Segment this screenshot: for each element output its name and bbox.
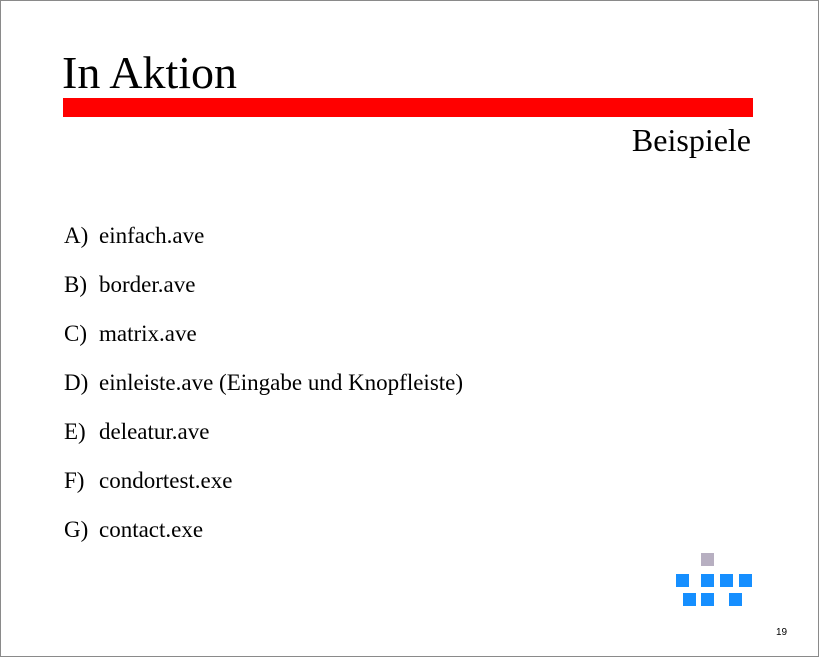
- logo-square-icon: [720, 574, 733, 587]
- logo-square-icon: [676, 574, 689, 587]
- list-item: [64, 415, 463, 464]
- list-item-text: contact.exe: [99, 517, 204, 542]
- list-item-text: einleiste.ave (Eingabe und Knopfleiste): [99, 370, 464, 395]
- page-number: 19: [776, 627, 788, 638]
- list-item: [64, 366, 463, 415]
- list-item-marker: F): [64, 468, 85, 493]
- list-item-text: matrix.ave: [99, 321, 197, 346]
- logo-square-icon: [683, 593, 696, 606]
- list-item-marker: B): [64, 272, 87, 297]
- logo-square-icon: [701, 553, 714, 566]
- list-item-marker: C): [64, 321, 87, 346]
- list-item: [64, 219, 463, 268]
- list-item-marker: E): [64, 419, 86, 444]
- list-item: [64, 268, 463, 317]
- list-item-text: deleatur.ave: [99, 419, 210, 444]
- logo-square-icon: [729, 593, 742, 606]
- list-item: [64, 513, 463, 562]
- list-item: [64, 464, 463, 513]
- list-item-marker: G): [64, 517, 89, 542]
- square-grid-logo-icon: [675, 551, 753, 607]
- slide-title: In Aktion: [62, 47, 238, 98]
- title-accent-bar: [63, 98, 753, 117]
- list-item-marker: D): [64, 370, 89, 395]
- logo-square-icon: [701, 593, 714, 606]
- list-item-marker: A): [64, 223, 89, 248]
- logo-square-icon: [739, 574, 752, 587]
- slide-subtitle: Beispiele: [631, 122, 751, 158]
- list-item-text: einfach.ave: [99, 223, 205, 248]
- examples-list: [64, 219, 463, 562]
- list-item-text: border.ave: [99, 272, 196, 297]
- logo-square-icon: [701, 574, 714, 587]
- list-item: [64, 317, 463, 366]
- list-item-text: condortest.exe: [99, 468, 233, 493]
